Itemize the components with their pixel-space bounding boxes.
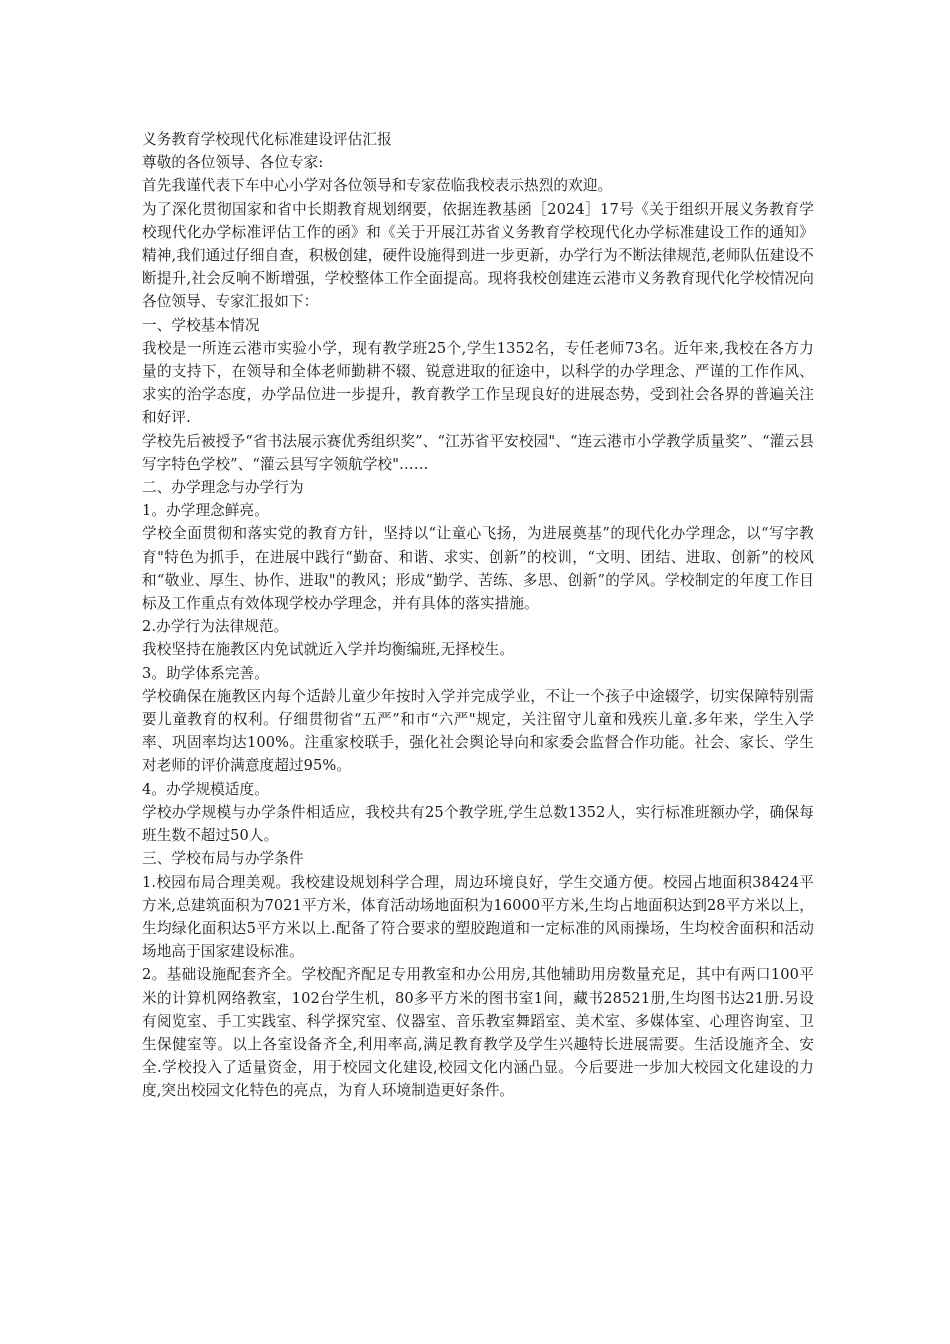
item-heading-scale: 4。办学规模适度。 [142, 780, 269, 798]
salutation: 尊敬的各位领导、各位专家: [142, 154, 324, 172]
item-heading-philosophy: 1。办学理念鲜亮。 [142, 502, 269, 520]
item-heading-support: 3。助学体系完善。 [142, 664, 269, 682]
item-facilities: 2。基础设施配套齐全。学校配齐配足专用教室和办公用房,其他辅助用房数量充足，其中有两口100平米的计算机网络教室，102台学生机，80多平方米的图书室1间，藏书28521册,生均图书达21册.另设有阅览室、手工实践室、科学探究室、仪器室、音乐教室舞蹈室、美术室、多媒体室、心理咨询室、卫生保健室等。以上各室设备齐全,利用率高,满足教育教学及学生兴趣特长进展需要。生活设施齐全、安全.学校投入了适量资金，用于校园文化建设,校园文化内涵凸显。今后要进一步加大校园文化建设的力度,突出校园文化特色的亮点，为育人环境制造更好条件。 [142, 966, 814, 1100]
item-body-philosophy: 学校全面贯彻和落实党的教育方针，坚持以“让童心飞扬，为进展奠基”的现代化办学理念，以“写字教育"特色为抓手，在进展中践行“勤奋、和谐、求实、创新”的校训，“文明、团结、进取、创新”的校风和“敬业、厚生、协作、进取"的教风；形成“勤学、苦练、多思、创新”的学风。学校制定的年度工作目标及工作重点有效体现学校办学理念，并有具体的落实措施。 [142, 525, 814, 613]
item-body-support: 学校确保在施教区内每个适龄儿童少年按时入学并完成学业，不让一个孩子中途辍学，切实保障特别需要儿童教育的权利。仔细贯彻省“五严”和市“六严"规定，关注留守儿童和残疾儿童.多年来，学生入学率、巩固率均达100%。注重家校联手，强化社会舆论导向和家委会监督合作功能。社会、家长、学生对老师的评价满意度超过95%。 [142, 687, 814, 775]
section-heading-layout: 三、学校布局与办学条件 [142, 850, 304, 868]
basic-info-paragraph: 我校是一所连云港市实验小学，现有教学班25个,学生1352名，专任老师73名。近年来,我校在各方力量的支持下，在领导和全体老师勤耕不辍、锐意进取的征途中，以科学的办学理念、严谨的工作作风、求实的治学态度，办学品位进一步提升，教育教学工作呈现良好的进展态势，受到社会各界的普遍关注和好评. [142, 339, 814, 427]
item-campus-layout: 1.校园布局合理美观。我校建设规划科学合理，周边环境良好，学生交通方便。校园占地面积38424平方米,总建筑面积为7021平方米，体育活动场地面积为16000平方米,生均占地面积达到28平方米以上，生均绿化面积达5平方米以上.配备了符合要求的塑胶跑道和一定标准的风雨操场，生均校舍面积和活动场地高于国家建设标准。 [142, 873, 814, 961]
honors-paragraph: 学校先后被授予“省书法展示赛优秀组织奖”、“江苏省平安校园"、“连云港市小学教学质量奖”、“灌云县写字特色学校”、“灌云县写字领航学校"…… [142, 432, 814, 473]
section-heading-basic-info: 一、学校基本情况 [142, 316, 260, 334]
item-body-scale: 学校办学规模与办学条件相适应，我校共有25个教学班,学生总数1352人，实行标准班额办学，确保每班生数不超过50人。 [142, 803, 814, 845]
document-page [142, 128, 814, 1103]
document-title: 义务教育学校现代化标准建设评估汇报 [142, 131, 392, 148]
section-heading-philosophy: 二、办学理念与办学行为 [142, 479, 304, 497]
item-body-conduct: 我校坚持在施教区内免试就近入学并均衡编班,无择校生。 [142, 641, 515, 659]
intro-paragraph: 为了深化贯彻国家和省中长期教育规划纲要，依据连教基函［2024］17号《关于组织开展义务教育学校现代化办学标准评估工作的函》和《关于开展江苏省义务教育学校现代化办学标准建设工作的通知》精神,我们通过仔细自查，积极创建，硬件设施得到进一步更新，办学行为不断法律规范,老师队伍建设不断提升,社会反响不断增强，学校整体工作全面提高。现将我校创建连云港市义务教育现代化学校情况向各位领导、专家汇报如下： [142, 200, 814, 311]
welcome-paragraph: 首先我谨代表下车中心小学对各位领导和专家莅临我校表示热烈的欢迎。 [142, 177, 613, 195]
item-heading-conduct: 2.办学行为法律规范。 [142, 618, 289, 636]
